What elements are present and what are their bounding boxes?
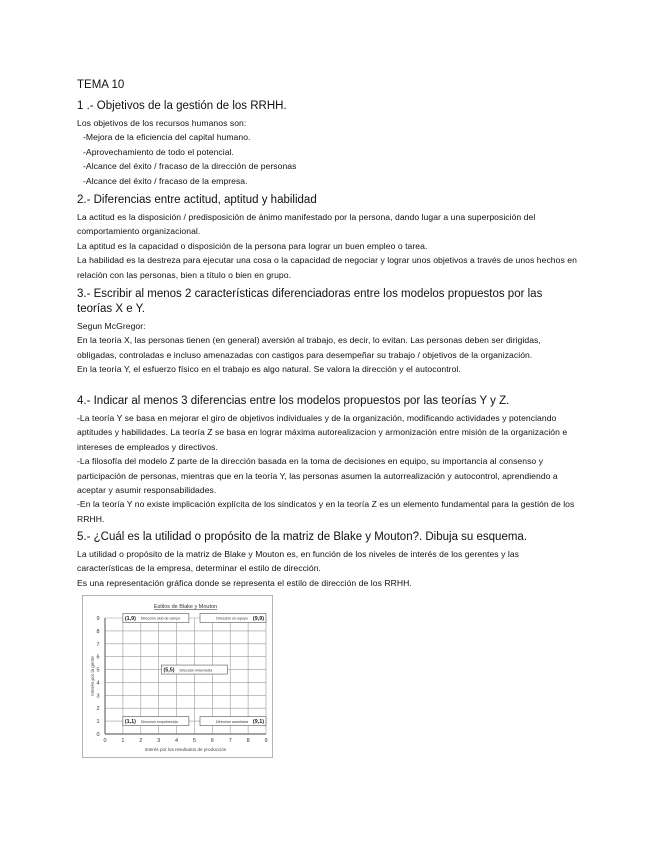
x-tick-label: 8 xyxy=(246,738,250,744)
section-heading: 5.- ¿Cuál es la utilidad o propósito de la matriz de Blake y Mouton?. Dibuja su esquema. xyxy=(77,531,528,543)
style-code: (9,9) xyxy=(252,616,264,623)
section-teorias-x-y xyxy=(77,287,577,377)
style-label: Dirección autoritaria xyxy=(216,719,248,724)
paragraph: La actitud es la disposición / predisposición de ánimo manifestado por la persona, dando lugar a una superposición del comportamiento organizacional. xyxy=(77,212,536,237)
section-heading: 3.- Escribir al menos 2 características diferenciadoras entre los modelos propuestos por las teorías X e Y. xyxy=(77,288,543,315)
x-tick-label: 4 xyxy=(175,738,179,744)
document-title: TEMA 10 xyxy=(77,79,125,91)
section-heading: 1 .- Objetivos de la gestión de los RRHH. xyxy=(77,100,287,112)
style-code: (9,1) xyxy=(252,719,264,726)
paragraph: La aptitud es la capacidad o disposición de la persona para lograr un buen empleo o tarea. xyxy=(77,240,428,251)
y-tick-label: 6 xyxy=(96,654,100,661)
paragraph: La habilidad es la destreza para ejecutar una cosa o la capacidad de negociar y lograr unos objetivos a través de unos hechos en relación con las personas, bien a título o bien en grupo. xyxy=(77,255,577,280)
bullet-item: -Alcance del éxito / fracaso de la empresa. xyxy=(83,175,248,186)
x-tick-label: 6 xyxy=(210,738,214,744)
x-tick-label: 7 xyxy=(228,738,232,744)
chart-svg xyxy=(83,596,272,757)
paragraph: -En la teoría Y no existe implicación explícita de los sindicatos y en la teoría Z es un elemento fundamental para la gestión de los RRHH. xyxy=(77,499,575,524)
style-label: Dirección empobrecida xyxy=(140,719,178,724)
paragraph: -La teoría Y se basa en mejorar el giro de objetivos individuales y de la organización, modificando actividades y potenciando aptitudes y habilidades. La teoría Z se basa en lograr máxima autorealizacion y armonización entre misión de la organización e intereses de empleados y directivos. xyxy=(77,413,568,452)
y-tick-label: 1 xyxy=(96,719,100,726)
style-label: Dirección club de campo xyxy=(140,616,181,621)
paragraph: -La filosofía del modelo Z parte de la dirección basada en la toma de decisiones en equipo, su importancia al consenso y participación de personas, mientras que en la teoría Y, las personas asumen la autorrealización y autocontrol, aprendiendo a aceptar y asumir responsabilidades. xyxy=(77,456,558,496)
section-subheading: Segun McGregor: xyxy=(77,321,146,331)
paragraph: Es una representación gráfica donde se representa el estilo de dirección de los RRHH. xyxy=(77,577,412,588)
section-heading: 4.- Indicar al menos 3 diferencias entre los modelos propuestos por las teorías Y y Z. xyxy=(77,395,510,407)
y-tick-label: 4 xyxy=(96,680,100,687)
bullet-item: -Mejora de la eficiencia del capital humano. xyxy=(83,132,251,143)
x-tick-label: 5 xyxy=(192,738,196,744)
section-heading: 2.- Diferencias entre actitud, aptitud y habilidad xyxy=(77,194,317,206)
y-tick-label: 9 xyxy=(96,616,100,622)
x-tick-label: 0 xyxy=(103,738,107,744)
paragraph: En la teoría X, las personas tienen (en general) aversión al trabajo, es decir, lo evitan. Las personas deben ser dirigidas, obligadas, controladas e incluso amenazadas con castigos para desempeñar su trabajo / objetivos de la organización. xyxy=(77,335,541,360)
x-axis-label: Interés por los resultados de producción xyxy=(144,747,227,752)
section-teorias-y-z xyxy=(77,394,577,526)
style-label: Dirección en equipo xyxy=(216,616,248,621)
y-axis-label: Interés por la gente xyxy=(90,656,95,696)
y-tick-label: 2 xyxy=(96,706,100,713)
y-tick-label: 3 xyxy=(96,693,100,700)
y-tick-label: 5 xyxy=(96,667,100,674)
bullet-item: -Aprovechamiento de todo el potencial. xyxy=(83,146,234,157)
section-objetivos-rrhh xyxy=(77,99,577,188)
section-intro: Los objetivos de los recursos humanos son: xyxy=(77,118,247,128)
paragraph: En la teoría Y, el esfuerzo físico en el trabajo es algo natural. Se valora la dirección y el autocontrol. xyxy=(77,364,461,375)
y-tick-label: 7 xyxy=(96,641,100,648)
style-label: Dirección intermedia xyxy=(179,668,213,673)
blake-mouton-chart xyxy=(82,595,273,758)
x-tick-label: 1 xyxy=(121,738,125,744)
x-tick-label: 2 xyxy=(139,738,143,744)
style-code: (5,5) xyxy=(163,667,175,674)
style-code: (1,9) xyxy=(124,616,136,623)
section-blake-mouton xyxy=(77,530,577,590)
x-tick-label: 3 xyxy=(157,738,161,744)
paragraph: La utilidad o propósito de la matriz de Blake y Mouton es, en función de los niveles de interés de los gerentes y las características de la empresa, determinar el estilo de dirección. xyxy=(77,549,519,574)
bullet-item: -Alcance del éxito / fracaso de la dirección de personas xyxy=(83,161,297,172)
y-tick-label: 0 xyxy=(96,732,100,738)
section-actitud-aptitud-habilidad xyxy=(77,193,577,282)
x-tick-label: 9 xyxy=(264,738,268,744)
chart-title: Estilos de Blake y Mouton xyxy=(153,604,218,610)
style-code: (1,1) xyxy=(124,719,136,726)
y-tick-label: 8 xyxy=(96,628,100,635)
